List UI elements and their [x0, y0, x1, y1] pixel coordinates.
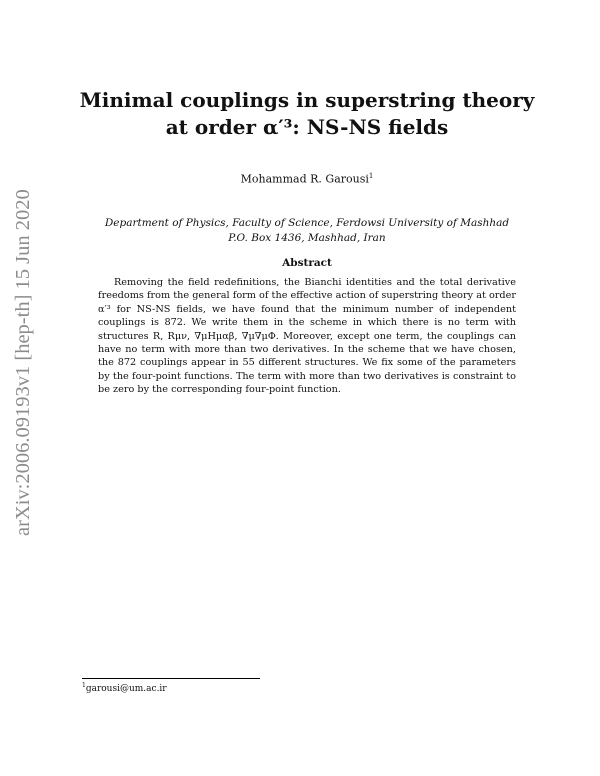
title-line-2: at order α′³: NS-NS fields — [165, 115, 449, 139]
paper-title — [60, 87, 554, 141]
abstract-body: Removing the field redefinitions, the Bianchi identities and the total derivative freedoms from the general form of the effective action of superstring theory at order α′³ for NS-NS fields, we have found that the minimum number of independent couplings is 872. We write them in the scheme in which there is no term with structures R, Rμν, ∇μHμαβ, ∇μ∇μΦ. Moreover, except one term, the couplings can have no term with more than two derivatives. In the scheme that we have chosen, the 872 couplings appear in 55 different structures. We fix some of the parameters by the four-point functions. The term with more than two derivatives is constraint to be zero by the corresponding four-point function. — [98, 277, 516, 396]
abstract-heading: Abstract — [282, 257, 332, 269]
title-line-1: Minimal couplings in superstring theory — [79, 88, 535, 112]
author-footnote-mark: 1 — [368, 172, 374, 180]
author-name: Mohammad R. Garousi — [240, 172, 369, 186]
footnote — [82, 682, 167, 694]
affiliation-line-1: Department of Physics, Faculty of Science, Ferdowsi University of Mashhad — [104, 217, 510, 229]
footnote-email: garousi@um.ac.ir — [85, 684, 167, 694]
affiliation — [60, 216, 554, 246]
arxiv-identifier: arXiv:2006.09193v1 [hep-th] 15 Jun 2020 — [12, 189, 34, 536]
affiliation-line-2: P.O. Box 1436, Mashhad, Iran — [228, 232, 386, 244]
footnote-divider — [82, 678, 260, 679]
author — [60, 172, 554, 186]
footnote-mark: 1 — [82, 682, 86, 689]
